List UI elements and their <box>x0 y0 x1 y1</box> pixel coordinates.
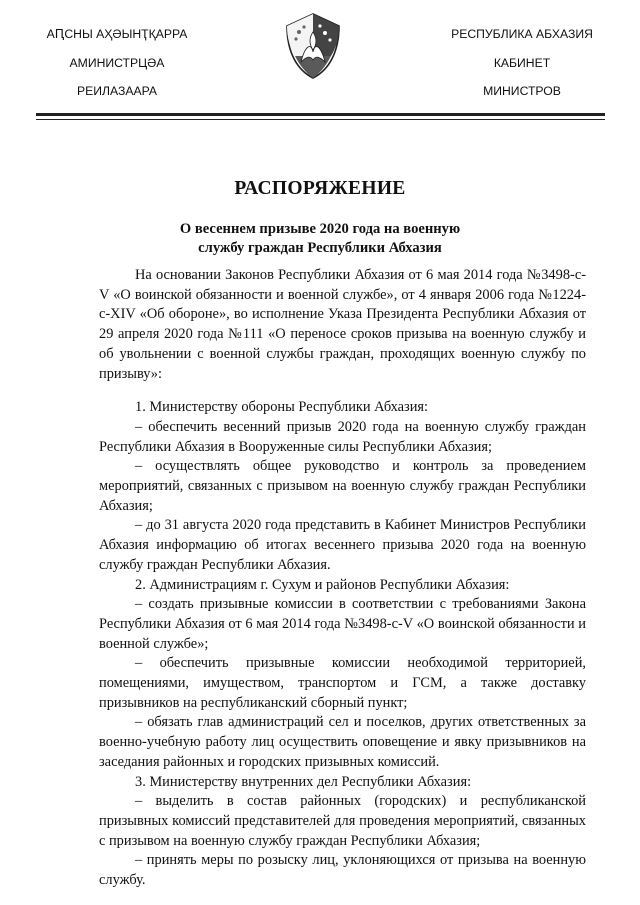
list-item: – принять меры по розыску лиц, уклоняющихся от призыва на военную службу. <box>99 852 586 889</box>
list-item: – обеспечить весенний призыв 2020 года на военную службу граждан Республики Абхазия в Вооруженные силы Республики Абхазия; <box>99 418 586 455</box>
state-emblem-icon <box>283 12 343 80</box>
document-body <box>99 266 586 891</box>
list-item: – осуществлять общее руководство и контроль за проведением мероприятий, связанных с призывом на военную службу граждан Республики Абхазия; <box>99 458 586 514</box>
section-heading: 2. Администрациям г. Сухум и районов Республики Абхазия: <box>135 576 510 593</box>
subtitle-line: О весеннем призыве 2020 года на военную <box>179 221 461 237</box>
document-subtitle <box>60 220 580 258</box>
header-divider-thick <box>36 113 605 116</box>
document-title: РАСПОРЯЖЕНИЕ <box>234 178 406 199</box>
header-left-block <box>42 20 192 106</box>
subtitle-line: службу граждан Республики Абхазия <box>198 240 442 256</box>
list-item: – обязать глав администраций сел и поселков, других ответственных за военно-учебную работу лиц осуществить оповещение и явку призывников на заседания районных и городских призывных комиссий. <box>99 714 586 770</box>
list-item: – выделить в состав районных (городских) и республиканской призывных комиссий представителей для проведения мероприятий, связанных с призывом на военную службу граждан Республики Абхазия; <box>99 793 586 849</box>
header-right-line: КАБИНЕТ <box>493 55 551 70</box>
list-item: – создать призывные комиссии в соответствии с требованиями Закона Республики Абхазия от 6 мая 2014 года №3498-с-V «О воинской обязанности и военной службе»; <box>99 596 586 652</box>
header-right-line: МИНИСТРОВ <box>483 84 561 98</box>
header-left-line: РЕИЛАЗААРА <box>76 84 158 98</box>
preamble-paragraph: На основании Законов Республики Абхазия от 6 мая 2014 года №3498-с-V «О воинской обязанности и военной службе», от 4 января 2006 года №1224-с-XIV «Об обороне», во исполнение Указа Президента Республики Абхазия от 29 апреля 2020 года №111 «О переносе сроков призыва на военную службу и об увольнении с военной службы граждан, проходящих военную службу по призыву»: <box>99 267 586 382</box>
list-item: – обеспечить призывные комиссии необходимой территорией, помещениями, имуществом, транспортом и ГСМ, а также доставку призывников на республиканский сборный пункт; <box>99 655 586 711</box>
header-left-line: АԤСНЫ АҲӘЫНҬҚАРРА <box>46 27 188 41</box>
section-heading: 1. Министерству обороны Республики Абхазия: <box>135 399 429 416</box>
section-heading: 3. Министерству внутренних дел Республики Абхазия: <box>135 773 472 790</box>
list-item: – до 31 августа 2020 года представить в Кабинет Министров Республики Абхазия информацию об итогах весеннего призыва 2020 года на военную службу граждан Республики Абхазия. <box>99 517 586 573</box>
header-left-line: АМИНИСТРЦӘА <box>69 55 165 70</box>
header-right-block <box>442 20 602 106</box>
header-right-line: РЕСПУБЛИКА АБХАЗИЯ <box>451 27 593 41</box>
header-divider-thin <box>36 119 605 120</box>
